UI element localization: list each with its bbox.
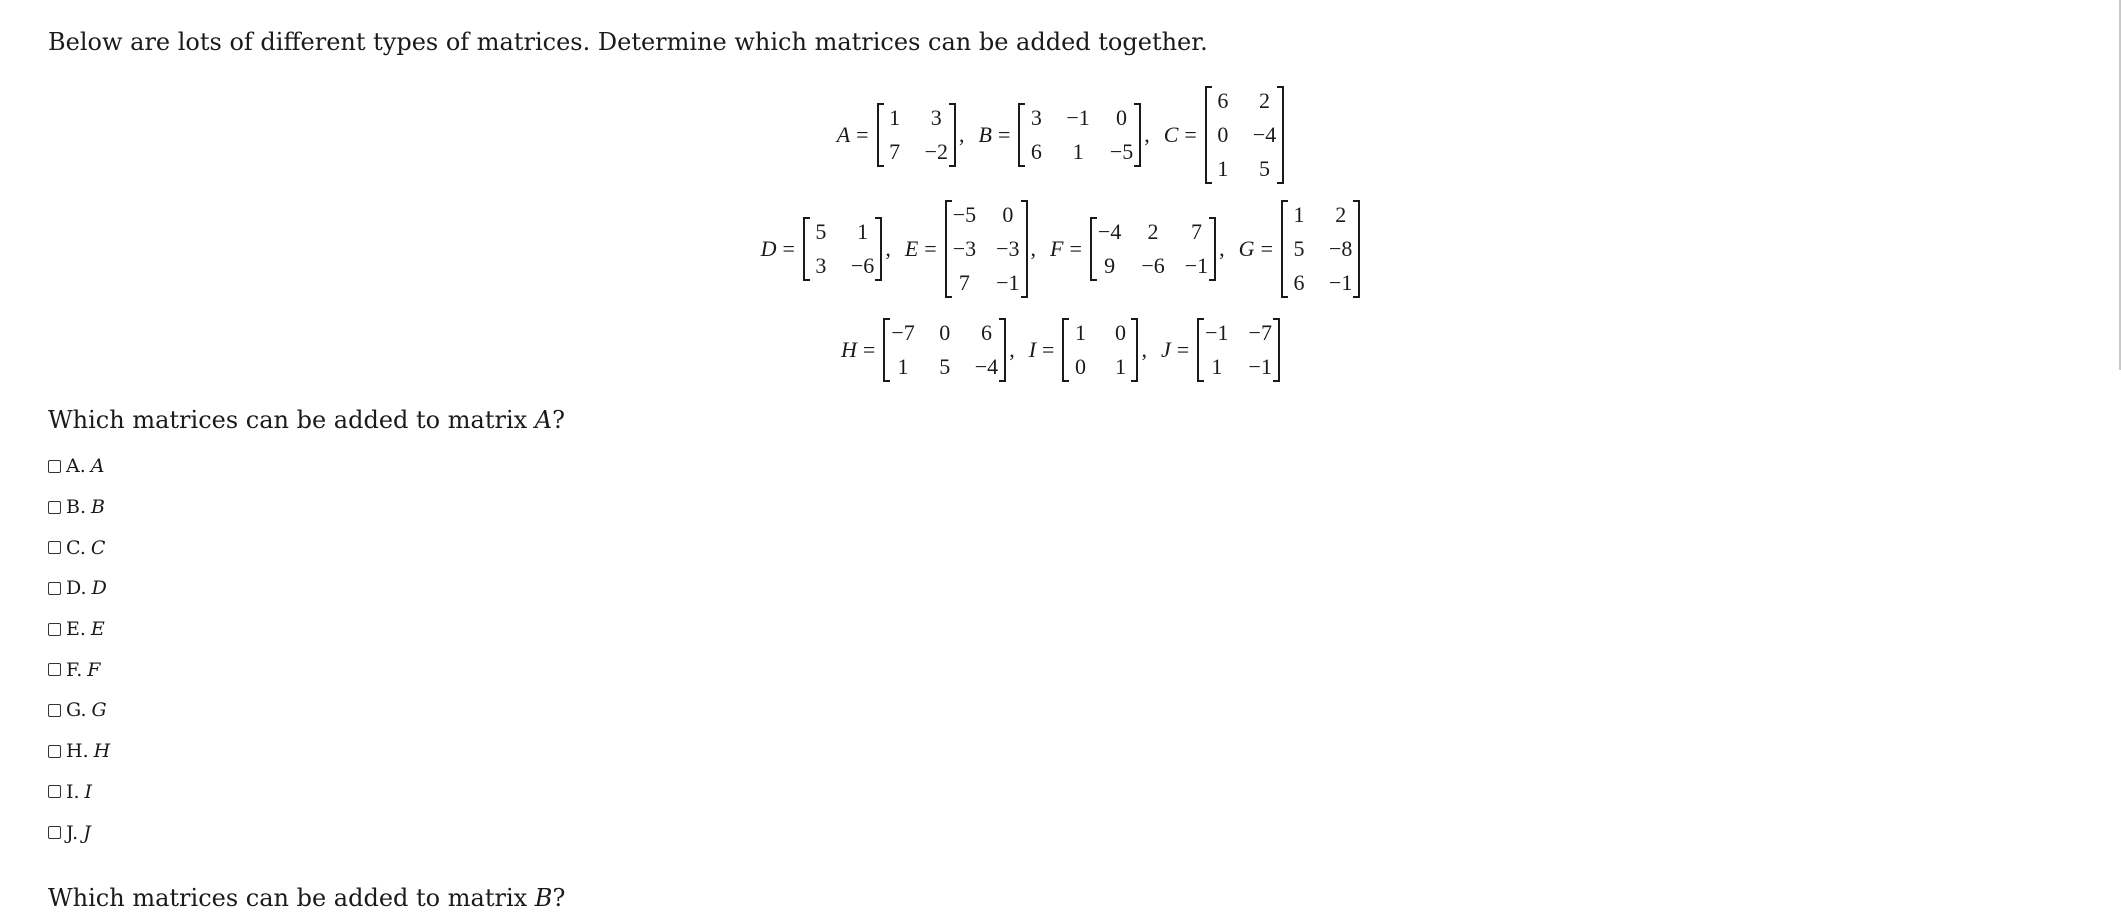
matrix-entry: 0: [1002, 202, 1014, 227]
matrix-entry: 7: [889, 139, 901, 164]
matrix-entry: −4: [1252, 122, 1277, 147]
equals-sign: =: [862, 337, 876, 362]
matrix-i: [1062, 318, 1138, 382]
option-letter: I.: [66, 780, 80, 803]
option-variable: F: [87, 658, 101, 681]
matrix-entry: −8: [1328, 236, 1353, 261]
checkbox-e[interactable]: [48, 623, 61, 636]
option-variable: B: [91, 496, 105, 519]
matrix-d: [803, 217, 882, 281]
option-b[interactable]: [48, 487, 110, 528]
matrix-entry: −1: [1328, 270, 1353, 295]
option-letter: J.: [66, 821, 79, 844]
separator-comma: ,: [1219, 236, 1225, 261]
matrix-name: F: [1050, 236, 1064, 261]
matrix-g: [1281, 200, 1360, 298]
separator-comma: ,: [1141, 337, 1147, 362]
question-variable: A: [534, 406, 553, 434]
matrix-entry: 3: [815, 253, 827, 278]
checkbox-b[interactable]: [48, 501, 61, 514]
matrix-entry: 1: [857, 219, 869, 244]
matrix-definition-f: [1050, 217, 1239, 281]
option-g[interactable]: [48, 690, 110, 731]
option-letter: E.: [66, 618, 86, 641]
matrix-entry: 1: [1074, 320, 1086, 345]
checkbox-i[interactable]: [48, 785, 61, 798]
matrix-entry: 3: [1030, 105, 1042, 130]
matrix-entry: 0: [1217, 122, 1229, 147]
separator-comma: ,: [959, 122, 965, 147]
answer-options: [48, 446, 110, 853]
option-j[interactable]: [48, 812, 110, 853]
matrix-entry: −7: [891, 320, 915, 345]
matrix-f: [1090, 217, 1216, 281]
matrix-entry: −4: [974, 354, 999, 379]
checkbox-d[interactable]: [48, 582, 61, 595]
matrix-name: C: [1163, 122, 1179, 147]
instructions-text: Below are lots of different types of matrices. Determine which matrices can be added together.: [48, 28, 1208, 56]
matrix-entry: −2: [924, 139, 949, 164]
equals-sign: =: [1176, 337, 1190, 362]
question-prefix: Which matrices can be added to matrix: [48, 406, 535, 434]
equals-sign: =: [1260, 236, 1273, 261]
checkbox-c[interactable]: [48, 541, 61, 554]
matrix-entry: 1: [1072, 139, 1084, 164]
matrix-entry: 1: [1211, 354, 1223, 379]
option-variable: C: [90, 536, 106, 559]
option-variable: I: [84, 780, 93, 803]
equals-sign: =: [856, 122, 869, 147]
matrix-entry: 1: [897, 354, 909, 379]
option-variable: E: [90, 618, 105, 641]
matrix-definition-d: [761, 217, 905, 281]
checkbox-g[interactable]: [48, 704, 61, 717]
question-suffix: ?: [552, 406, 566, 434]
question-suffix: ?: [552, 884, 566, 912]
matrix-h: [883, 318, 1006, 382]
matrix-entry: −3: [996, 236, 1020, 261]
separator-comma: ,: [885, 236, 891, 261]
checkbox-a[interactable]: [48, 460, 61, 473]
option-letter: F.: [66, 658, 83, 681]
option-variable: J: [83, 821, 91, 844]
option-variable: G: [91, 699, 107, 722]
matrix-entry: −3: [952, 236, 977, 261]
matrix-row-3: [0, 318, 2121, 382]
matrix-definition-b: [979, 103, 1164, 167]
matrix-row-1: [0, 86, 2121, 184]
option-h[interactable]: [48, 731, 110, 772]
option-i[interactable]: [48, 772, 110, 813]
matrix-entry: 6: [1217, 88, 1229, 113]
matrix-entry: −1: [1184, 253, 1209, 278]
matrix-row-2: [0, 200, 2121, 298]
matrix-entry: 7: [958, 270, 970, 295]
equals-sign: =: [782, 236, 795, 261]
matrix-definition-g: [1239, 200, 1361, 298]
separator-comma: ,: [1030, 236, 1037, 261]
equals-sign: =: [924, 236, 937, 261]
matrix-definition-a: [837, 103, 979, 167]
matrix-name: A: [836, 122, 851, 147]
equals-sign: =: [997, 122, 1011, 147]
option-a[interactable]: [48, 446, 110, 487]
equals-sign: =: [1069, 236, 1082, 261]
matrix-entry: −1: [1066, 105, 1090, 130]
matrix-entry: −1: [1248, 354, 1272, 379]
matrix-entry: 1: [1293, 202, 1305, 227]
option-variable: A: [90, 455, 105, 478]
option-variable: D: [91, 577, 107, 600]
question-prefix: Which matrices can be added to matrix: [48, 884, 535, 912]
matrix-name: I: [1028, 337, 1037, 362]
option-d[interactable]: [48, 568, 110, 609]
matrix-entry: −7: [1248, 320, 1272, 345]
matrix-entry: 7: [1190, 219, 1202, 244]
option-f[interactable]: [48, 649, 110, 690]
separator-comma: ,: [1144, 122, 1150, 147]
matrix-entry: −5: [952, 202, 977, 227]
matrix-entry: 2: [1147, 219, 1159, 244]
option-variable: H: [93, 740, 111, 763]
matrix-b: [1018, 103, 1141, 167]
matrix-name: J: [1160, 337, 1171, 362]
matrix-entry: −6: [850, 253, 875, 278]
matrix-name: H: [841, 337, 857, 362]
matrix-entry: 0: [1074, 354, 1086, 379]
matrix-entry: 5: [939, 354, 951, 379]
option-letter: A.: [66, 455, 86, 478]
option-c[interactable]: [48, 527, 110, 568]
checkbox-h[interactable]: [48, 745, 61, 758]
matrix-definition-c: [1164, 86, 1285, 184]
matrix-name: E: [904, 236, 919, 261]
option-letter: G.: [66, 699, 87, 722]
matrix-entry: 2: [1259, 88, 1271, 113]
matrix-entry: 0: [1114, 320, 1126, 345]
matrix-entry: 0: [1116, 105, 1128, 130]
matrix-entry: −1: [1205, 320, 1229, 345]
question-matrix-a: [48, 406, 565, 434]
matrix-c: [1205, 86, 1284, 184]
matrix-name: D: [760, 236, 777, 261]
equals-sign: =: [1042, 337, 1055, 362]
matrix-entry: 5: [1293, 236, 1305, 261]
matrix-entry: −6: [1141, 253, 1165, 278]
option-letter: C.: [66, 536, 86, 559]
matrix-entry: −5: [1109, 139, 1134, 164]
matrix-definition-i: [1029, 318, 1161, 382]
matrix-entry: −1: [996, 270, 1020, 295]
matrix-entry: 3: [930, 105, 942, 130]
question-variable: B: [534, 884, 553, 912]
equals-sign: =: [1184, 122, 1197, 147]
matrix-definition-e: [905, 200, 1050, 298]
matrix-definition-h: [841, 318, 1029, 382]
matrix-entry: 0: [939, 320, 951, 345]
matrix-name: B: [978, 122, 992, 147]
matrix-j: [1197, 318, 1280, 382]
option-e[interactable]: [48, 609, 110, 650]
matrix-entry: 9: [1104, 253, 1116, 278]
matrix-name: G: [1238, 236, 1255, 261]
matrix-entry: 5: [1259, 156, 1271, 181]
option-letter: B.: [66, 496, 87, 519]
matrix-entry: −4: [1097, 219, 1122, 244]
matrix-a: [877, 103, 956, 167]
checkbox-j[interactable]: [48, 826, 61, 839]
matrix-entry: 2: [1335, 202, 1347, 227]
matrix-entry: 1: [1114, 354, 1126, 379]
question-matrix-b: [48, 884, 565, 912]
matrix-definition-j: [1161, 318, 1280, 382]
matrix-entry: 5: [815, 219, 827, 244]
option-letter: H.: [66, 740, 89, 763]
matrix-entry: 6: [1293, 270, 1305, 295]
matrix-entry: 1: [1217, 156, 1229, 181]
option-letter: D.: [66, 577, 87, 600]
matrix-entry: 6: [1030, 139, 1042, 164]
separator-comma: ,: [1009, 337, 1015, 362]
matrix-entry: 6: [980, 320, 992, 345]
matrix-e: [945, 200, 1028, 298]
matrix-entry: 1: [889, 105, 901, 130]
checkbox-f[interactable]: [48, 663, 61, 676]
